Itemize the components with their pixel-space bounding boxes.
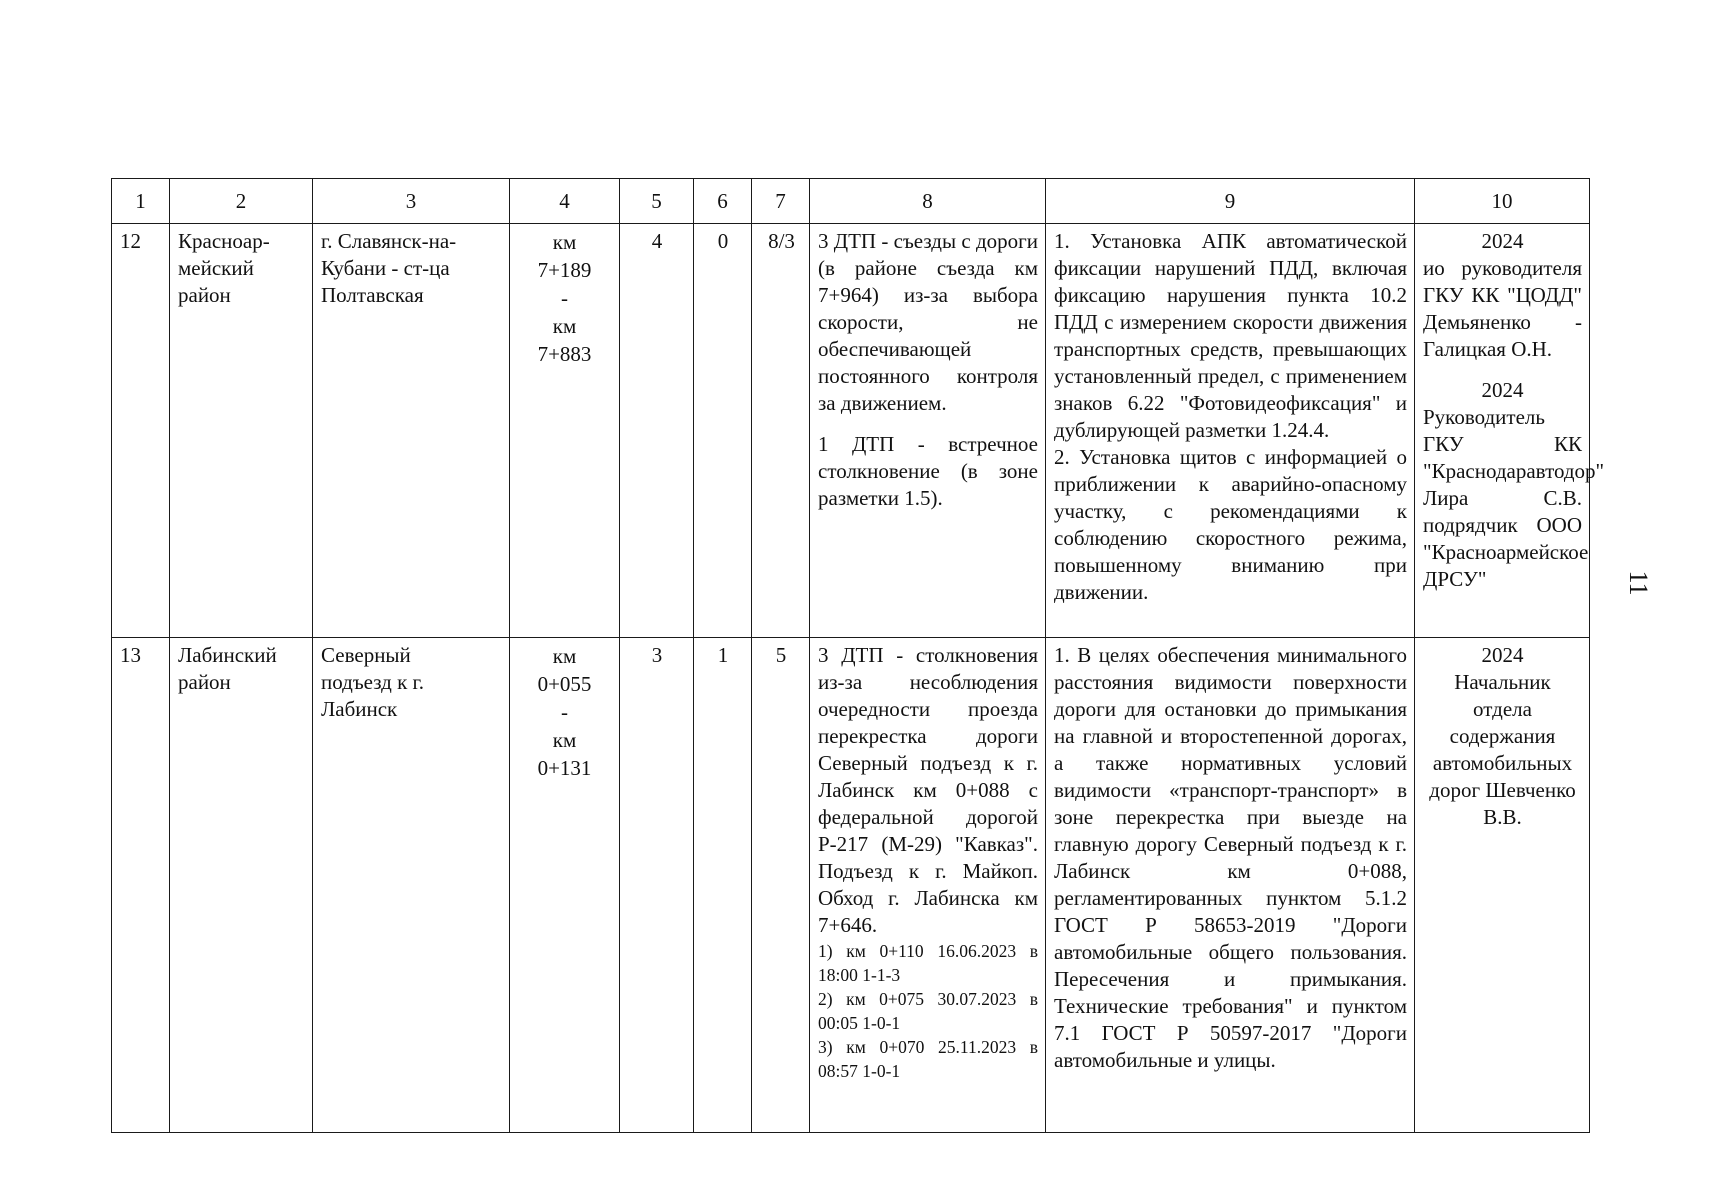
district-name: Лабинский район — [178, 643, 277, 694]
deadline-year: 2024 — [1481, 643, 1524, 667]
list-item: 3) км 0+070 25.11.2023 в 08:57 1-0-1 — [818, 1037, 1038, 1081]
road-name: г. Славянск-на-Кубани - ст-ца Полтавская — [321, 229, 457, 307]
deadline-year: 2024 — [1481, 229, 1524, 253]
injured-count: 8/3 — [768, 229, 795, 253]
cause-paragraph: 3 ДТП - съезды с дороги (в районе съезда км 7+964) из-за выбора скорости, не обеспечивающей постоянного контроля за движением. — [818, 229, 1038, 415]
km-dash: - — [561, 700, 568, 724]
causes-cell — [810, 638, 1046, 1133]
causes-text — [810, 224, 1045, 512]
km-dash: - — [561, 286, 568, 310]
measures-cell — [1046, 224, 1415, 638]
header-cell-1: 1 — [112, 179, 170, 224]
responsible-cell — [1415, 224, 1605, 638]
km-range — [510, 638, 619, 782]
responsible-person: Начальник отдела содержания автомобильных дорог Шевченко В.В. — [1429, 670, 1576, 829]
incident-list — [818, 939, 1038, 1083]
km-range — [510, 224, 619, 368]
table-row — [112, 224, 1590, 638]
measures-text — [1046, 224, 1414, 606]
header-cell-2: 2 — [170, 179, 313, 224]
header-cell-9: 9 — [1046, 179, 1415, 224]
deadline-year: 2024 — [1481, 378, 1524, 402]
page-number: 11 — [1624, 570, 1653, 596]
document-table-container — [111, 178, 1605, 1130]
header-cell-4: 4 — [510, 179, 620, 224]
killed-count: 0 — [717, 229, 729, 253]
km-cell — [510, 638, 620, 1133]
injured-count: 5 — [775, 643, 787, 667]
count-cell-5 — [620, 638, 694, 1133]
measures-text — [1046, 638, 1414, 1074]
km-end: км 0+131 — [537, 728, 592, 780]
km-start: км 0+055 — [537, 644, 592, 696]
count-cell-5 — [620, 224, 694, 638]
header-cell-6: 6 — [694, 179, 752, 224]
responsible-text — [1415, 638, 1589, 831]
road-cell — [313, 638, 510, 1133]
responsible-cell — [1415, 638, 1590, 1133]
row-number: 13 — [120, 643, 141, 667]
road-cell — [313, 224, 510, 638]
killed-count: 1 — [717, 643, 729, 667]
road-name: Северный подъезд к г. Лабинск — [321, 643, 425, 721]
district-cell — [170, 638, 313, 1133]
responsible-person: Руководитель ГКУ КК "Краснодаравтодор" Лира С.В. подрядчик ООО "Красноармейское ДРСУ" — [1423, 405, 1605, 591]
km-start: км 7+189 — [537, 230, 592, 282]
responsible-text — [1415, 224, 1605, 593]
district-cell — [170, 224, 313, 638]
cause-paragraph: 1 ДТП - встречное столкновение (в зоне разметки 1.5). — [818, 432, 1038, 510]
measure-paragraph: 1. Установка АПК автоматической фиксации нарушений ПДД, включая фиксацию нарушения пункта 10.2 ПДД с измерением скорости движения транспортных средств, превышающих установленный предел, с применением знаков 6.22 "Фотовидеофиксация" и дублирующей разметки 1.24.4. — [1054, 229, 1407, 442]
responsible-person: ио руководителя ГКУ КК "ЦОДД" Демьяненко - Галицкая О.Н. — [1423, 256, 1582, 361]
list-item: 1) км 0+110 16.06.2023 в 18:00 1-1-3 — [818, 941, 1038, 985]
measures-cell — [1046, 638, 1415, 1133]
count-cell-7 — [752, 638, 810, 1133]
dtp-count: 4 — [651, 229, 663, 253]
table-row — [112, 638, 1590, 1133]
measures-table — [111, 178, 1605, 1133]
row-number: 12 — [120, 229, 141, 253]
causes-text — [810, 638, 1045, 1083]
cause-paragraph: 3 ДТП - столкновения из-за несоблюдения очередности проезда перекрестка дороги Северный подъезд к г. Лабинск км 0+088 с федеральной дорогой Р-217 (М-29) "Кавказ". Подъезд к г. Майкоп. Обход г. Лабинска км 7+646. — [818, 643, 1038, 937]
header-cell-3: 3 — [313, 179, 510, 224]
count-cell-6 — [694, 638, 752, 1133]
km-end: км 7+883 — [537, 314, 592, 366]
measure-paragraph: 1. В целях обеспечения минимального расстояния видимости поверхности дороги для остановки до примыкания на главной и второстепенной дорогах, а также нормативных условий видимости «транспорт-транспорт» в зоне перекрестка при выезде на главную дорогу Северный подъезд к г. Лабинск км 0+088, регламентированных пунктом 5.1.2 ГОСТ Р 58653-2019 "Дороги автомобильные общего пользования. Пересечения и примыкания. Технические требования" и пунктом 7.1 ГОСТ Р 50597-2017 "Дороги автомобильные и улицы. — [1054, 643, 1407, 1072]
km-cell — [510, 224, 620, 638]
row-number-cell — [112, 638, 170, 1133]
measure-paragraph: 2. Установка щитов с информацией о приближении к аварийно-опасному участку, с рекомендациями к соблюдению скоростного режима, повышенному вниманию при движении. — [1054, 445, 1407, 604]
header-cell-5: 5 — [620, 179, 694, 224]
header-cell-7: 7 — [752, 179, 810, 224]
district-name: Красноар-мейский район — [178, 229, 270, 307]
causes-cell — [810, 224, 1046, 638]
header-cell-8: 8 — [810, 179, 1046, 224]
header-cell-10: 10 — [1415, 179, 1590, 224]
list-item: 2) км 0+075 30.07.2023 в 00:05 1-0-1 — [818, 989, 1038, 1033]
row-number-cell — [112, 224, 170, 638]
dtp-count: 3 — [651, 643, 663, 667]
table-header-row — [112, 179, 1590, 224]
count-cell-7 — [752, 224, 810, 638]
count-cell-6 — [694, 224, 752, 638]
